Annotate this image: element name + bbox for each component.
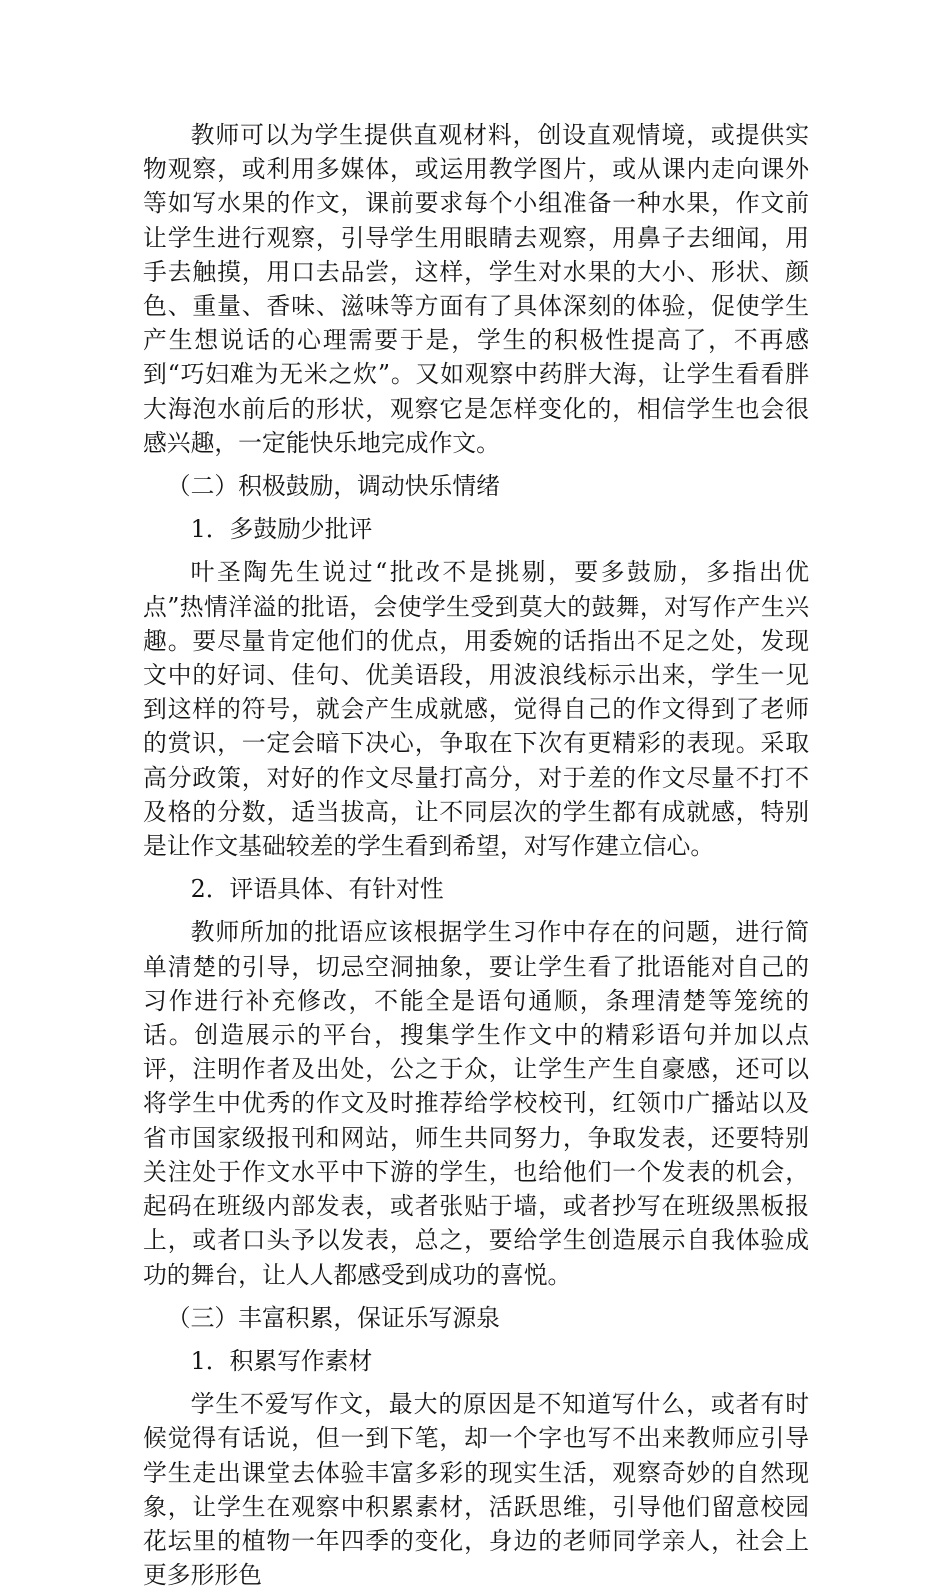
paragraph-observation: 教师可以为学生提供直观材料，创设直观情境，或提供实物观察，或利用多媒体，或运用教学图片，或从课内走向课外等如写水果的作文，课前要求每个小组准备一种水果，作文前让学生进行观察，引导学生用眼睛去观察，用鼻子去细闻，用手去触摸，用口去品尝，这样，学生对水果的大小、形状、颜色、重量、香味、滋味等方面有了具体深刻的体验，促使学生产生想说话的心理需要于是，学生的积极性提高了，不再感到“巧妇难为无米之炊”。又如观察中药胖大海，让学生看看胖大海泡水前后的形状，观察它是怎样变化的，相信学生也会很感兴趣，一定能快乐地完成作文。 <box>143 121 809 457</box>
document-body <box>143 118 809 1592</box>
subheading-specific-comments: 2．评语具体、有针对性 <box>190 875 444 904</box>
paragraph-material: 学生不爱写作文，最大的原因是不知道写什么，或者有时候觉得有话说，但一到下笔，却一个字也写不出来教师应引导学生走出课堂去体验丰富多彩的现实生活，观察奇妙的自然现象，让学生在观察中积累素材，活跃思维，引导他们留意校园花坛里的植物一年四季的变化，身边的老师同学亲人，社会上更多形形色 <box>143 1390 809 1590</box>
subheading-more-encouragement: 1．多鼓励少批评 <box>190 515 373 544</box>
paragraph-comments: 教师所加的批语应该根据学生习作中存在的问题，进行简单清楚的引导，切忌空洞抽象，要让学生看了批语能对自己的习作进行补充修改，不能全是语句通顺，条理清楚等笼统的话。创造展示的平台，搜集学生作文中的精彩语句并加以点评，注明作者及出处，公之于众，让学生产生自豪感，还可以将学生中优秀的作文及时推荐给学校校刊，红领巾广播站以及省市国家级报刊和网站，师生共同努力，争取发表，还要特别关注处于作文水平中下游的学生，也给他们一个发表的机会，起码在班级内部发表，或者张贴于墙，或者抄写在班级黑板报上，或者口头予以发表，总之，要给学生创造展示自我体验成功的舞台，让人人都感受到成功的喜悦。 <box>143 918 809 1289</box>
section-heading-encourage: （二）积极鼓励，调动快乐情绪 <box>166 472 500 501</box>
paragraph-encouragement: 叶圣陶先生说过“批改不是挑剔，要多鼓励，多指出优点”热情洋溢的批语，会使学生受到莫大的鼓舞，对写作产生兴趣。要尽量肯定他们的优点，用委婉的话指出不足之处，发现文中的好词、佳句、优美语段，用波浪线标示出来，学生一见到这样的符号，就会产生成就感，觉得自己的作文得到了老师的赏识，一定会暗下决心，争取在下次有更精彩的表现。采取高分政策，对好的作文尽量打高分，对于差的作文尽量不打不及格的分数，适当拔高，让不同层次的学生都有成就感，特别是让作文基础较差的学生看到希望，对写作建立信心。 <box>143 558 809 861</box>
section-heading-accumulation: （三）丰富积累，保证乐写源泉 <box>166 1303 500 1332</box>
subheading-writing-material: 1．积累写作素材 <box>190 1346 373 1375</box>
